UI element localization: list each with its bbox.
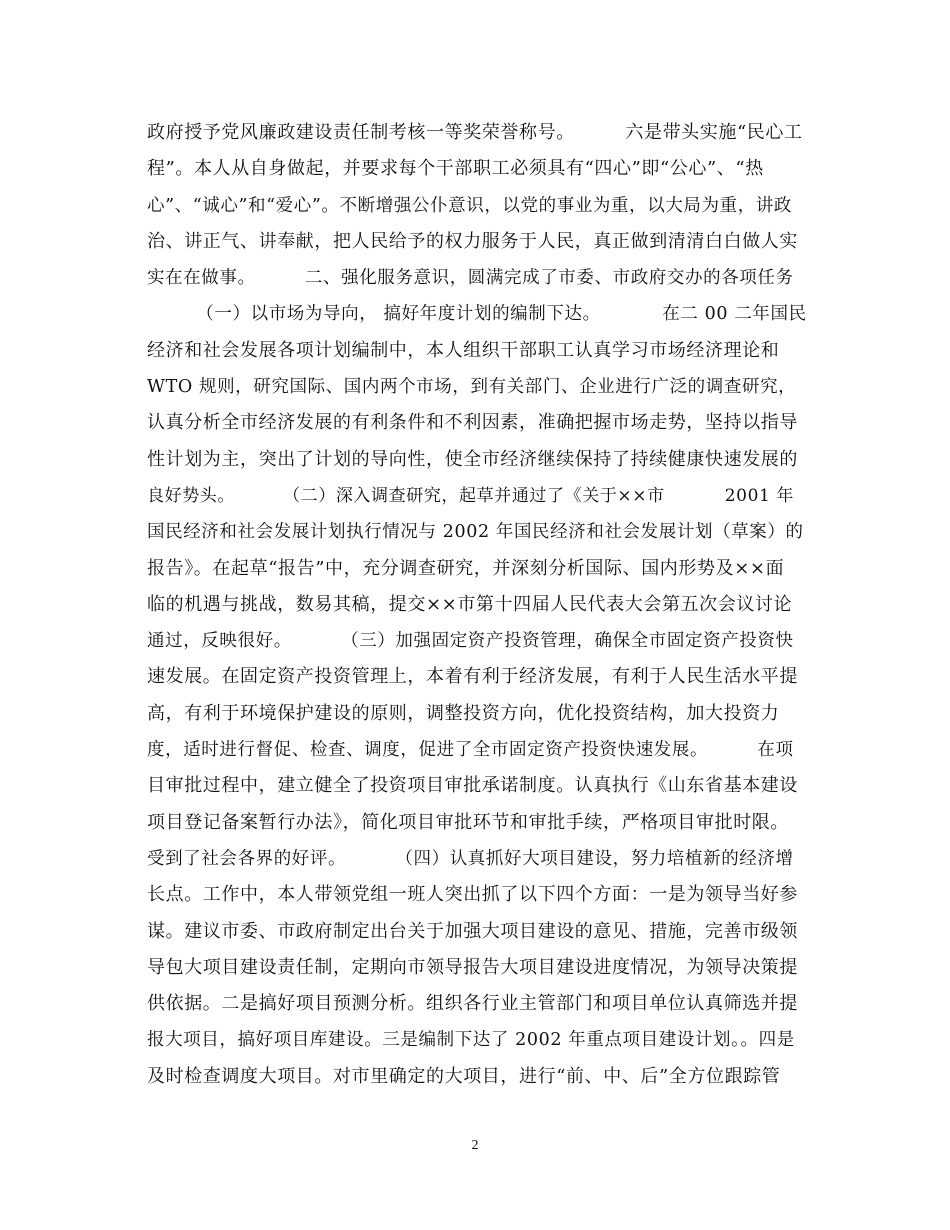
- text-line: 认真分析全市经济发展的有利条件和不利因素，准确把握市场走势，坚持以指导: [147, 412, 798, 434]
- text-line: 高，有利于环境保护建设的原则，调整投资方向，优化投资结构，加大投资力: [147, 702, 780, 724]
- text-line: 报大项目，搞好项目库建设。三是编制下达了 2002 年重点项目建设计划。。四是: [147, 1030, 795, 1051]
- text-line: 治、讲正气、讲奉献，把人民给予的权力服务于人民，真正做到清清白白做人实: [147, 230, 798, 252]
- text-line: 导包大项目建设责任制，定期向市领导报告大项目建设进度情况，为领导决策提: [147, 956, 798, 978]
- text-line: 项目登记备案暂行办法》，简化项目审批环节和审批手续，严格项目审批时限。: [147, 811, 789, 833]
- text-line: 政府授予党风廉政建设责任制考核一等奖荣誉称号。 六是带头实施“民心工: [147, 122, 803, 143]
- text-line: 性计划为主，突出了计划的导向性，使全市经济继续保持了持续健康快速发展的: [147, 448, 798, 470]
- text-line: 心”、“诚心”和“爱心”。不断增强公仆意识，以党的事业为重，以大局为重，讲政: [147, 195, 793, 216]
- text-line: 良好势头。 （二）深入调查研究，起草并通过了《关于××市 2001 年: [147, 485, 795, 506]
- text-line: 及时检查调度大项目。对市里确定的大项目，进行“前、中、后”全方位跟踪管: [147, 1065, 781, 1087]
- text-line: 长点。工作中，本人带领党组一班人突出抓了以下四个方面：一是为领导当好参: [147, 884, 798, 906]
- text-line: 程”。本人从自身做起，并要求每个干部职工必须具有“四心”即“公心”、“热: [147, 158, 764, 180]
- text-line: WTO 规则，研究国际、国内两个市场，到有关部门、企业进行广泛的调查研究，: [147, 377, 797, 398]
- text-line: 临的机遇与挑战，数易其稿，提交××市第十四届人民代表大会第五次会议讨论: [147, 593, 793, 615]
- text-line: 国民经济和社会发展计划执行情况与 2002 年国民经济和社会发展计划（草案）的: [147, 522, 804, 543]
- text-line: 实在在做事。 二、强化服务意识，圆满完成了市委、市政府交办的各项任务: [147, 268, 794, 289]
- text-line: 速发展。在固定资产投资管理上，本着有利于经济发展，有利于人民生活水平提: [147, 666, 798, 688]
- text-line: 度，适时进行督促、检查、调度，促进了全市固定资产投资快速发展。 在项: [147, 740, 794, 761]
- text-line: 经济和社会发展各项计划编制中，本人组织干部职工认真学习市场经济理论和: [147, 339, 780, 361]
- text-line: 通过，反映很好。 （三）加强固定资产投资管理，确保全市固定资产投资快: [147, 631, 794, 652]
- text-line: （一）以市场为导向， 搞好年度计划的编制下达。 在二 00 二年国民: [147, 304, 807, 325]
- text-line: 谋。建议市委、市政府制定出台关于加强大项目建设的意见、措施，完善市级领: [147, 920, 798, 942]
- page-number: 2: [471, 1138, 479, 1153]
- document-body: [147, 115, 807, 1095]
- text-line: 报告》。在起草“报告”中，充分调查研究，并深刻分析国际、国内形势及××面: [147, 557, 785, 579]
- text-line: 供依据。二是搞好项目预测分析。组织各行业主管部门和项目单位认真筛选并提: [147, 993, 798, 1015]
- text-line: 目审批过程中，建立健全了投资项目审批承诺制度。认真执行《山东省基本建设: [147, 775, 798, 797]
- text-line: 受到了社会各界的好评。 （四）认真抓好大项目建设，努力培植新的经济增: [147, 848, 794, 869]
